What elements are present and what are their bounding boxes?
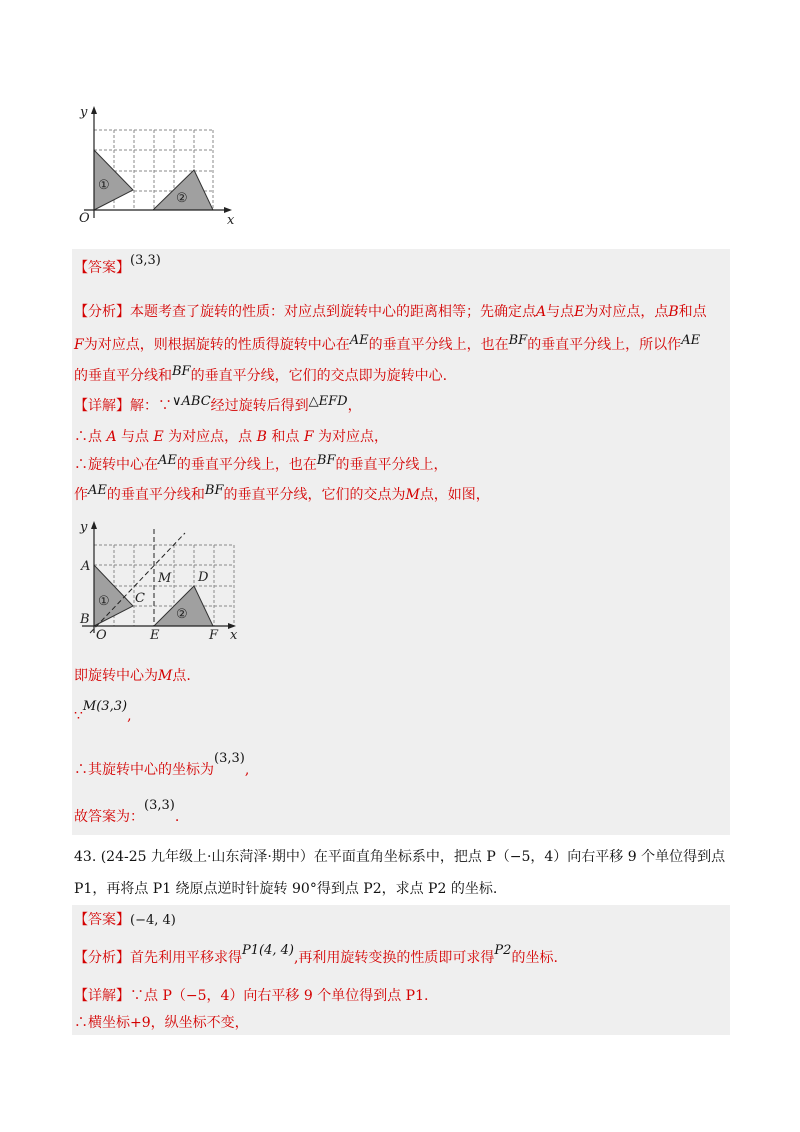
label-o: O xyxy=(96,628,107,643)
text: 解：∵ xyxy=(130,398,172,414)
text: . xyxy=(174,809,180,825)
analysis-text: 本题考查了旋转的性质：对应点到旋转中心的距离相等；先确定点 xyxy=(130,304,536,320)
triangle-efd: △EFD xyxy=(308,394,348,409)
text: 的垂直平分线和 xyxy=(106,487,205,503)
text: 的垂直平分线上， xyxy=(335,457,448,473)
conclusion-line-2 xyxy=(74,699,132,727)
detail-tag: 【详解】 xyxy=(74,398,130,414)
detail-tag: 【详解】 xyxy=(74,988,130,1004)
triangle-abc: ∨ABC xyxy=(172,394,211,409)
label-d: D xyxy=(198,570,209,585)
text: 为对应点，点 xyxy=(584,304,669,320)
analysis-1-line-2 xyxy=(74,335,700,356)
segment-ae: AE xyxy=(681,333,701,348)
detail-1-line-1 xyxy=(74,396,362,417)
label-f: F xyxy=(209,628,219,643)
text: 的垂直平分线，它们的交点为 xyxy=(223,487,406,503)
analysis-tag: 【分析】 xyxy=(74,304,130,320)
text: 的垂直平分线上，所以作 xyxy=(527,337,682,353)
text: ∵点 P（−5，4）向右平移 9 个单位得到点 P1. xyxy=(130,988,429,1004)
text: ， xyxy=(347,398,362,414)
analysis-2 xyxy=(74,943,558,969)
triangle-2-label: ② xyxy=(176,607,188,622)
conclusion-line-3 xyxy=(74,751,250,781)
segment-ae: AE xyxy=(349,333,369,348)
question-43-line-1: 43. (24-25 九年级上·山东菏泽·期中）在平面直角坐标系中，把点 P（−5，4）向右平移 9 个单位得到点 xyxy=(74,849,726,865)
text: , xyxy=(244,762,250,778)
text: 为对应点，则根据旋转的性质得旋转中心在 xyxy=(83,337,350,353)
point-e: E xyxy=(574,304,585,320)
answer-2 xyxy=(74,910,176,931)
text: ,再利用旋转变换的性质即可求得 xyxy=(293,950,495,966)
analysis-1-line-1 xyxy=(74,302,707,322)
y-axis-label: y xyxy=(80,105,88,120)
point-b: B xyxy=(668,304,679,320)
text: ∴旋转中心在 xyxy=(74,457,158,473)
conclusion-line-4 xyxy=(74,798,180,828)
text: 点，如图， xyxy=(419,487,490,503)
text: 经过旋转后得到 xyxy=(210,398,309,414)
label-m: M xyxy=(158,571,172,586)
figure-2 xyxy=(70,515,250,645)
text: 首先利用平移求得 xyxy=(130,950,242,966)
point-a: A xyxy=(536,304,547,320)
analysis-tag: 【分析】 xyxy=(74,950,130,966)
text: 的垂直平分线上，也在 xyxy=(368,337,509,353)
answer-1 xyxy=(74,253,161,279)
label-a: A xyxy=(81,559,91,574)
center-coord: (3,3) xyxy=(214,751,245,766)
conclusion-line-1 xyxy=(74,666,191,686)
analysis-1-line-3: 的垂直平分线和BF的垂直平分线，它们的交点即为旋转中心. xyxy=(74,364,448,384)
text: 的坐标. xyxy=(511,950,558,966)
point-m: M xyxy=(405,487,420,503)
text: ∵ xyxy=(74,708,83,724)
answer-tag: 【答案】 xyxy=(74,260,130,276)
figure-1 xyxy=(70,100,250,230)
m-coord: M(3,3) xyxy=(82,699,128,714)
detail-2-line-1 xyxy=(74,986,428,1006)
text: 与点 xyxy=(546,304,575,320)
point-f: F xyxy=(74,337,84,353)
label-b: B xyxy=(80,612,90,627)
text: , xyxy=(127,708,132,724)
segment-bf: BF xyxy=(316,453,336,468)
detail-2-line-2: ∴横坐标+9，纵坐标不变， xyxy=(74,1015,249,1031)
answer-value: (3,3) xyxy=(130,253,161,268)
p2: P2 xyxy=(494,943,512,958)
p1-coord: P1(4, 4) xyxy=(242,943,294,958)
question-43-line-2: P1，再将点 P1 绕原点逆时针旋转 90°得到点 P2，求点 P2 的坐标. xyxy=(74,881,498,897)
segment-ae: AE xyxy=(158,453,177,468)
text: 即旋转中心为 xyxy=(74,668,158,684)
y-axis-label: y xyxy=(80,520,88,535)
detail-1-line-4 xyxy=(74,485,490,506)
answer-tag: 【答案】 xyxy=(74,912,130,928)
detail-1-line-3 xyxy=(74,455,447,476)
segment-bf: BF xyxy=(172,364,191,379)
x-axis-label: x xyxy=(227,213,235,228)
x-axis-label: x xyxy=(230,628,238,643)
segment-bf: BF xyxy=(204,483,224,498)
triangle-1-label: ① xyxy=(98,594,110,609)
label-e: E xyxy=(150,628,160,643)
label-c: C xyxy=(135,591,145,606)
segment-bf: BF xyxy=(508,333,528,348)
text: 点. xyxy=(172,668,191,684)
detail-1-line-2: ∴点 A 与点 E 为对应点，点 B 和点 F 为对应点， xyxy=(74,429,388,445)
text: 的垂直平分线，它们的交点即为旋转中心. xyxy=(190,368,448,384)
triangle-1-label: ① xyxy=(98,178,110,193)
text: 的垂直平分线上，也在 xyxy=(176,457,317,473)
triangle-2-label: ② xyxy=(176,191,188,206)
text: 作 xyxy=(74,487,88,503)
point-m: M xyxy=(158,668,173,684)
segment-ae: AE xyxy=(88,483,107,498)
text: 故答案为： xyxy=(74,809,144,825)
final-answer: (3,3) xyxy=(144,798,175,813)
origin-label: O xyxy=(79,211,90,226)
text: 和点 xyxy=(678,304,707,320)
text: ∴其旋转中心的坐标为 xyxy=(74,762,214,778)
answer-value: (−4, 4) xyxy=(130,913,176,928)
